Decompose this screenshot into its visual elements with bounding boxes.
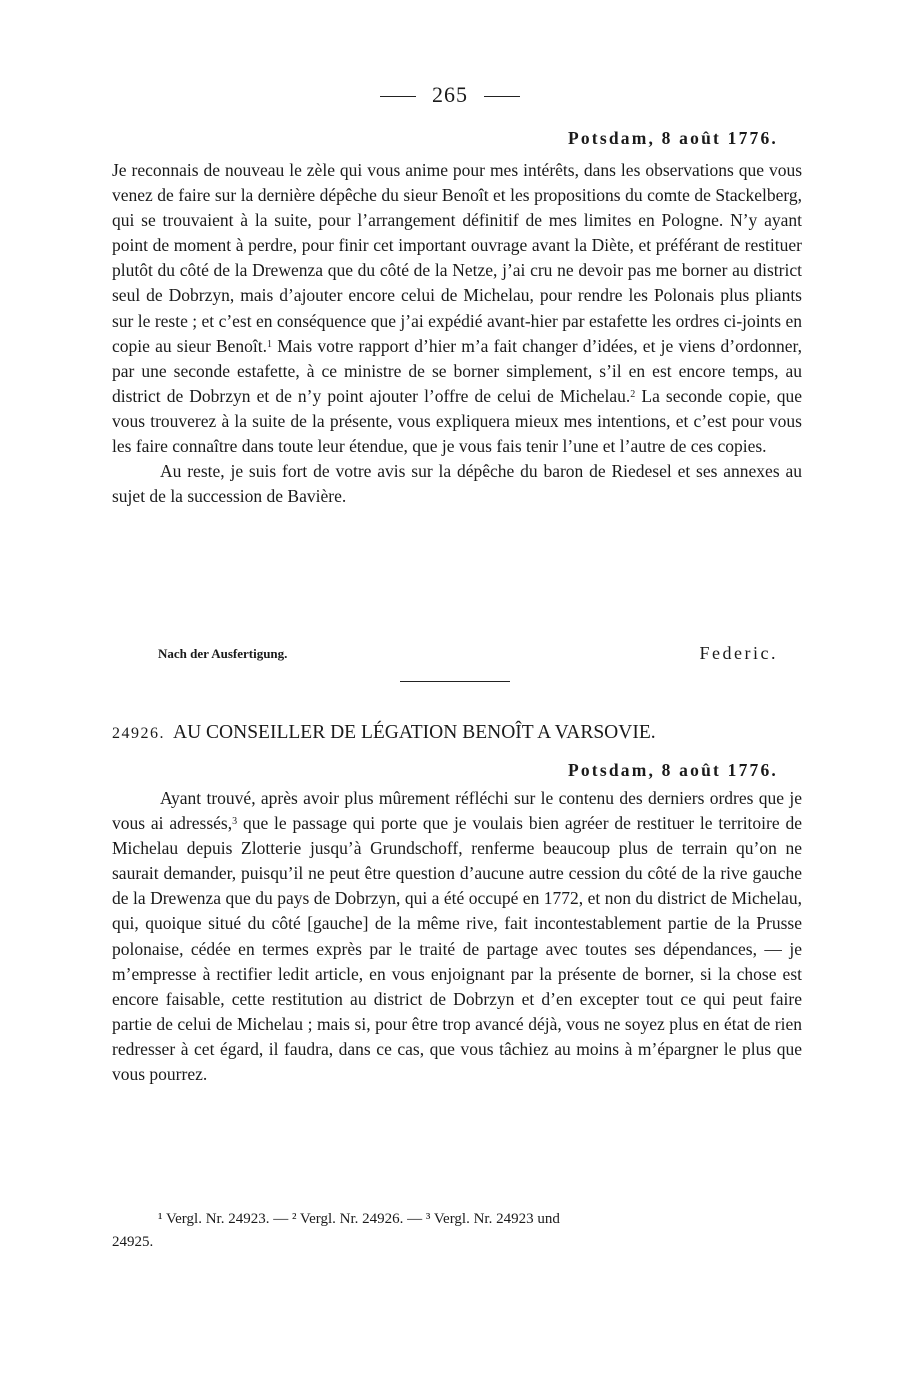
footnote-line-1: ¹ Vergl. Nr. 24923. — ² Vergl. Nr. 24926. — ³ Vergl. Nr. 24923 und bbox=[158, 1211, 560, 1227]
signature: Federic. bbox=[699, 643, 778, 663]
letter-2-text-part-1: Ayant trouvé, après avoir plus mûrement réfléchi sur le contenu des derniers ordres que je vous ai adressés, bbox=[112, 788, 802, 834]
dateline-letter-2: Potsdam, 8 août 1776. bbox=[567, 760, 778, 780]
footnotes bbox=[112, 1208, 802, 1254]
letter-2-heading bbox=[112, 722, 802, 744]
letter-2-body bbox=[112, 786, 802, 1087]
page-number-text: 265 bbox=[432, 82, 468, 107]
letter-1-body bbox=[112, 158, 802, 509]
footnote-marker-3: 3 bbox=[232, 816, 238, 828]
letter-2-text-part-2: que le passage qui porte que je voulais bien agréer de restituer le territoire de Michelau depuis Zlotterie jusqu’à Grundschoff, renferme beaucoup plus de terrain qu’on ne saurait demander, puisqu’il ne peut être question d’aucune autre cession du côté de la rive gauche de la Drewenza que du pays de Dobrzyn, qui a été occupé en 1772, et non du district de Michelau, qui, quoique situé du côté [gauche] de la même rive, fait incontestablement partie de la Prusse polonaise, cédée en termes exprès par le traité de partage avec toutes ses dépendances, — je m’empresse à rectifier ledit article, en vous enjoignant par la présente de borner, si la chose est encore faisable, cette restitution au district de Dobrzyn et d’en excepter tout ce qui peut faire partie de celui de Michelau ; mais si, pour être trop avancé déjà, vous ne soyez plus en état de rien redresser à cet égard, il faudra, dans ce cas, que vous tâchiez au moins à m’épargner le plus que vous pourrez. bbox=[112, 813, 802, 1085]
section-divider bbox=[400, 681, 510, 682]
footnote-marker-1: 1 bbox=[267, 338, 273, 350]
footnote-marker-2: 2 bbox=[630, 388, 636, 400]
page-number-dash-right bbox=[484, 96, 520, 97]
letter-2-title: AU CONSEILLER DE LÉGATION BENOÎT A VARSOVIE. bbox=[173, 722, 656, 743]
footnote-line-2: 24925. bbox=[112, 1234, 154, 1250]
letter-1-paragraph-2: Au reste, je suis fort de votre avis sur la dépêche du baron de Riedesel et ses annexes au sujet de la succession de Bavière. bbox=[112, 461, 802, 507]
letter-1-text-part-3: La seconde copie, que vous trouverez à la suite de la présente, vous expliquera mieux mes intentions, et c’est pour vous les faire connaître dans toute leur étendue, que je vous fais tenir l’une et l’autre de ces copies. bbox=[112, 385, 803, 457]
document-number: 24926. bbox=[112, 725, 165, 742]
letter-1-paragraph-1 bbox=[112, 158, 802, 459]
page-number bbox=[0, 82, 900, 108]
letter-1-text-part-1: Je reconnais de nouveau le zèle qui vous anime pour mes intérêts, dans les observations que vous venez de faire sur la dernière dépêche du sieur Benoît et les propositions du comte de Stackelberg, qui se trouvaient à la suite, pour l’arrangement définitif de mes limites en Pologne. N’y ayant point de moment à perdre, pour finir cet important ouvrage avant la Diète, et préférant de restituer plutôt du côté de la Drewenza que du côté de la Netze, j’ai cru ne devoir pas me borner au district seul de Dobrzyn, mais d’ajouter encore celui de Michelau, pour rendre les Polonais plus pliants sur le reste ; et c’est en conséquence que j’ai expédié avant-hier par estafette les ordres ci-joints en copie au sieur Benoît. bbox=[112, 160, 802, 356]
letter-2-paragraph bbox=[112, 786, 802, 1087]
source-note: Nach der Ausfertigung. bbox=[158, 646, 288, 661]
page-number-dash-left bbox=[380, 96, 416, 97]
letter-1-text-part-2: Mais votre rapport d’hier m’a fait changer d’idées, et je viens d’ordonner, par une seconde estafette, à ce ministre de se borner simplement, s’il en est encore temps, au district de Dobrzyn et de n’y point ajouter l’offre de celui de Michelau. bbox=[112, 335, 802, 406]
dateline-letter-1: Potsdam, 8 août 1776. bbox=[567, 128, 778, 148]
